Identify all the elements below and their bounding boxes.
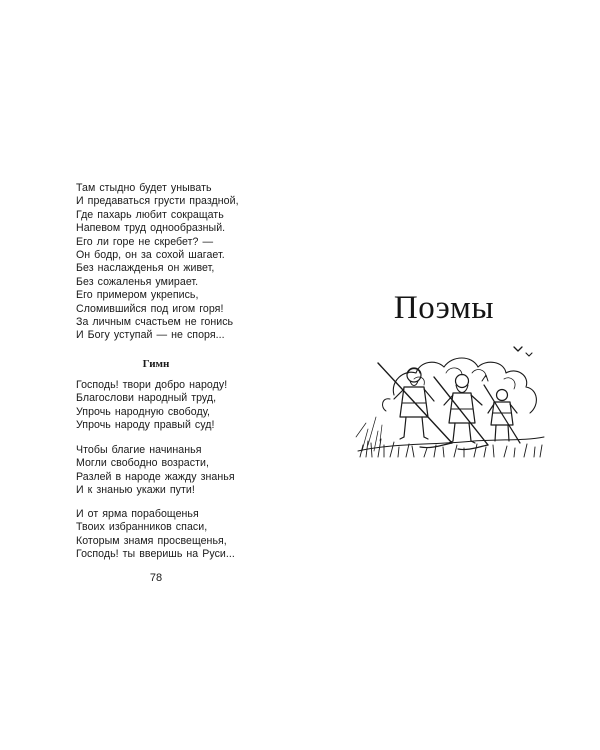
verse-line: Которым знамя просвещенья, <box>76 534 227 547</box>
verse-line: Твоих избранников спаси, <box>76 521 208 534</box>
verse-line: Разлей в народе жажду знанья <box>76 470 235 483</box>
verse-line: Его примером укрепись, <box>76 289 199 302</box>
page-number: 78 <box>149 572 163 584</box>
verse-line: Чтобы благие начинанья <box>76 444 202 456</box>
verse-line: Без наслажденья он живет, <box>76 262 215 275</box>
opening-stanza <box>76 182 276 343</box>
verse-line: Где пахарь любит сокращать <box>76 208 224 221</box>
verse-line: Сломившийся под игом горя! <box>76 302 224 315</box>
verse-line: Упрочь народу правый суд! <box>76 419 215 432</box>
verse-line: Могли свободно возрасти, <box>76 457 209 470</box>
hymn-stanza-3 <box>76 508 276 562</box>
verse-line: Без сожаленья умирает. <box>76 275 199 288</box>
verse-line: Благослови народный труд, <box>76 392 217 405</box>
hymn-stanza-1 <box>76 379 276 433</box>
right-page <box>300 0 600 750</box>
section-title: Поэмы <box>393 290 495 326</box>
verse-line: Господь! ты вверишь на Руси... <box>76 548 235 561</box>
verse-line: Упрочь народную свободу, <box>76 405 211 418</box>
verse-line: И предаваться грусти праздной, <box>76 195 239 208</box>
poem-title: Гимн <box>142 358 170 370</box>
hymn-stanza-2 <box>76 444 276 498</box>
verse-line: Его ли горе не скребет? — <box>76 235 214 248</box>
verse-line: Он бодр, он за сохой шагает. <box>76 249 225 262</box>
mowers-illustration <box>354 333 546 460</box>
verse-line: Господь! твори добро народу! <box>76 379 228 391</box>
verse-line: И от ярма порабощенья <box>76 508 199 520</box>
verse-line: За личным счастьем не гонись <box>76 316 234 329</box>
verse-line: Там стыдно будет унывать <box>76 182 212 194</box>
verse-line: И к знанью укажи пути! <box>76 484 195 497</box>
verse-line: И Богу уступай — не споря... <box>76 329 225 342</box>
verse-line: Напевом труд однообразный. <box>76 222 226 235</box>
